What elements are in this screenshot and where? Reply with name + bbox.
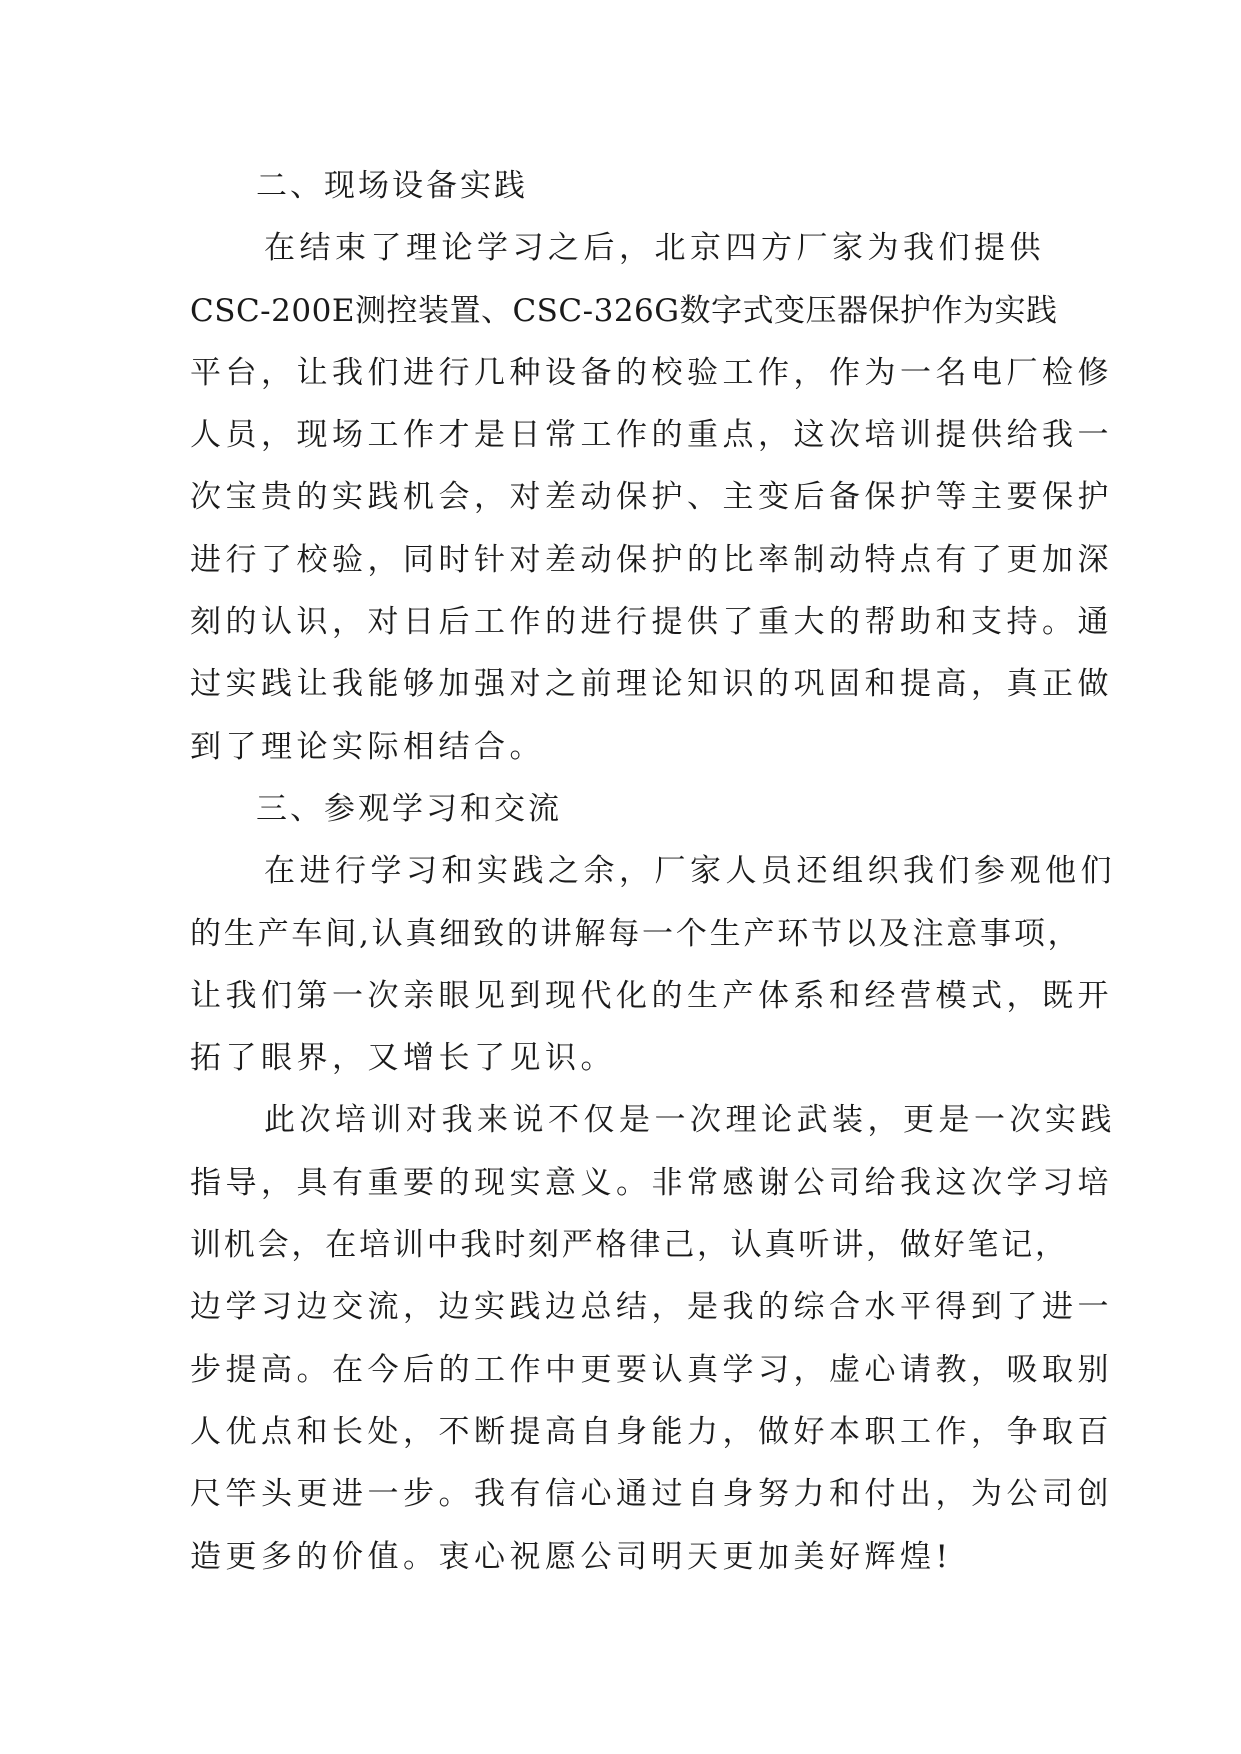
section-heading-3: 三、参观学习和交流 [256,790,562,827]
paragraph-line: 的生产车间,认真细致的讲解每一个生产环节以及注意事项， [190,915,1082,952]
paragraph-line: 平台，让我们进行几种设备的校验工作，作为一名电厂检修 [190,354,1113,391]
paragraph-line: 刻的认识，对日后工作的进行提供了重大的帮助和支持。通 [190,604,1113,641]
paragraph-line: 尺竿头更进一步。我有信心通过自身努力和付出，为公司创 [190,1476,1113,1513]
paragraph-line: 在进行学习和实践之余，厂家人员还组织我们参观他们 [264,853,1116,890]
paragraph-line: 次宝贵的实践机会，对差动保护、主变后备保护等主要保护 [190,479,1113,516]
paragraph-line: 边学习边交流，边实践边总结，是我的综合水平得到了进一 [190,1289,1113,1326]
paragraph-line: 指导，具有重要的现实意义。非常感谢公司给我这次学习培 [190,1164,1113,1201]
paragraph-line: 人优点和长处，不断提高自身能力，做好本职工作，争取百 [190,1413,1113,1450]
paragraph-line: 人员，现场工作才是日常工作的重点，这次培训提供给我一 [190,417,1113,454]
document-page [190,155,1116,1588]
paragraph-line: 进行了校验，同时针对差动保护的比率制动特点有了更加深 [190,541,1113,578]
paragraph-line: CSC-200E测控装置、CSC-326G数字式变压器保护作为实践 [190,292,1058,329]
paragraph-line: 此次培训对我来说不仅是一次理论武装，更是一次实践 [264,1102,1116,1139]
paragraph-line: 让我们第一次亲眼见到现代化的生产体系和经营模式，既开 [190,977,1113,1014]
section-heading-2: 二、现场设备实践 [256,168,528,204]
paragraph-line: 拓了眼界，又增长了见识。 [190,1040,616,1077]
paragraph-line: 到了理论实际相结合。 [190,728,545,765]
paragraph-line: 训机会，在培训中我时刻严格律己，认真听讲，做好笔记， [190,1227,1069,1264]
paragraph-line: 步提高。在今后的工作中更要认真学习，虚心请教，吸取别 [190,1351,1113,1388]
paragraph-line: 在结束了理论学习之后，北京四方厂家为我们提供 [264,230,1045,267]
paragraph-line: 过实践让我能够加强对之前理论知识的巩固和提高，真正做 [190,666,1113,703]
paragraph-line: 造更多的价值。衷心祝愿公司明天更加美好辉煌! [190,1538,953,1575]
